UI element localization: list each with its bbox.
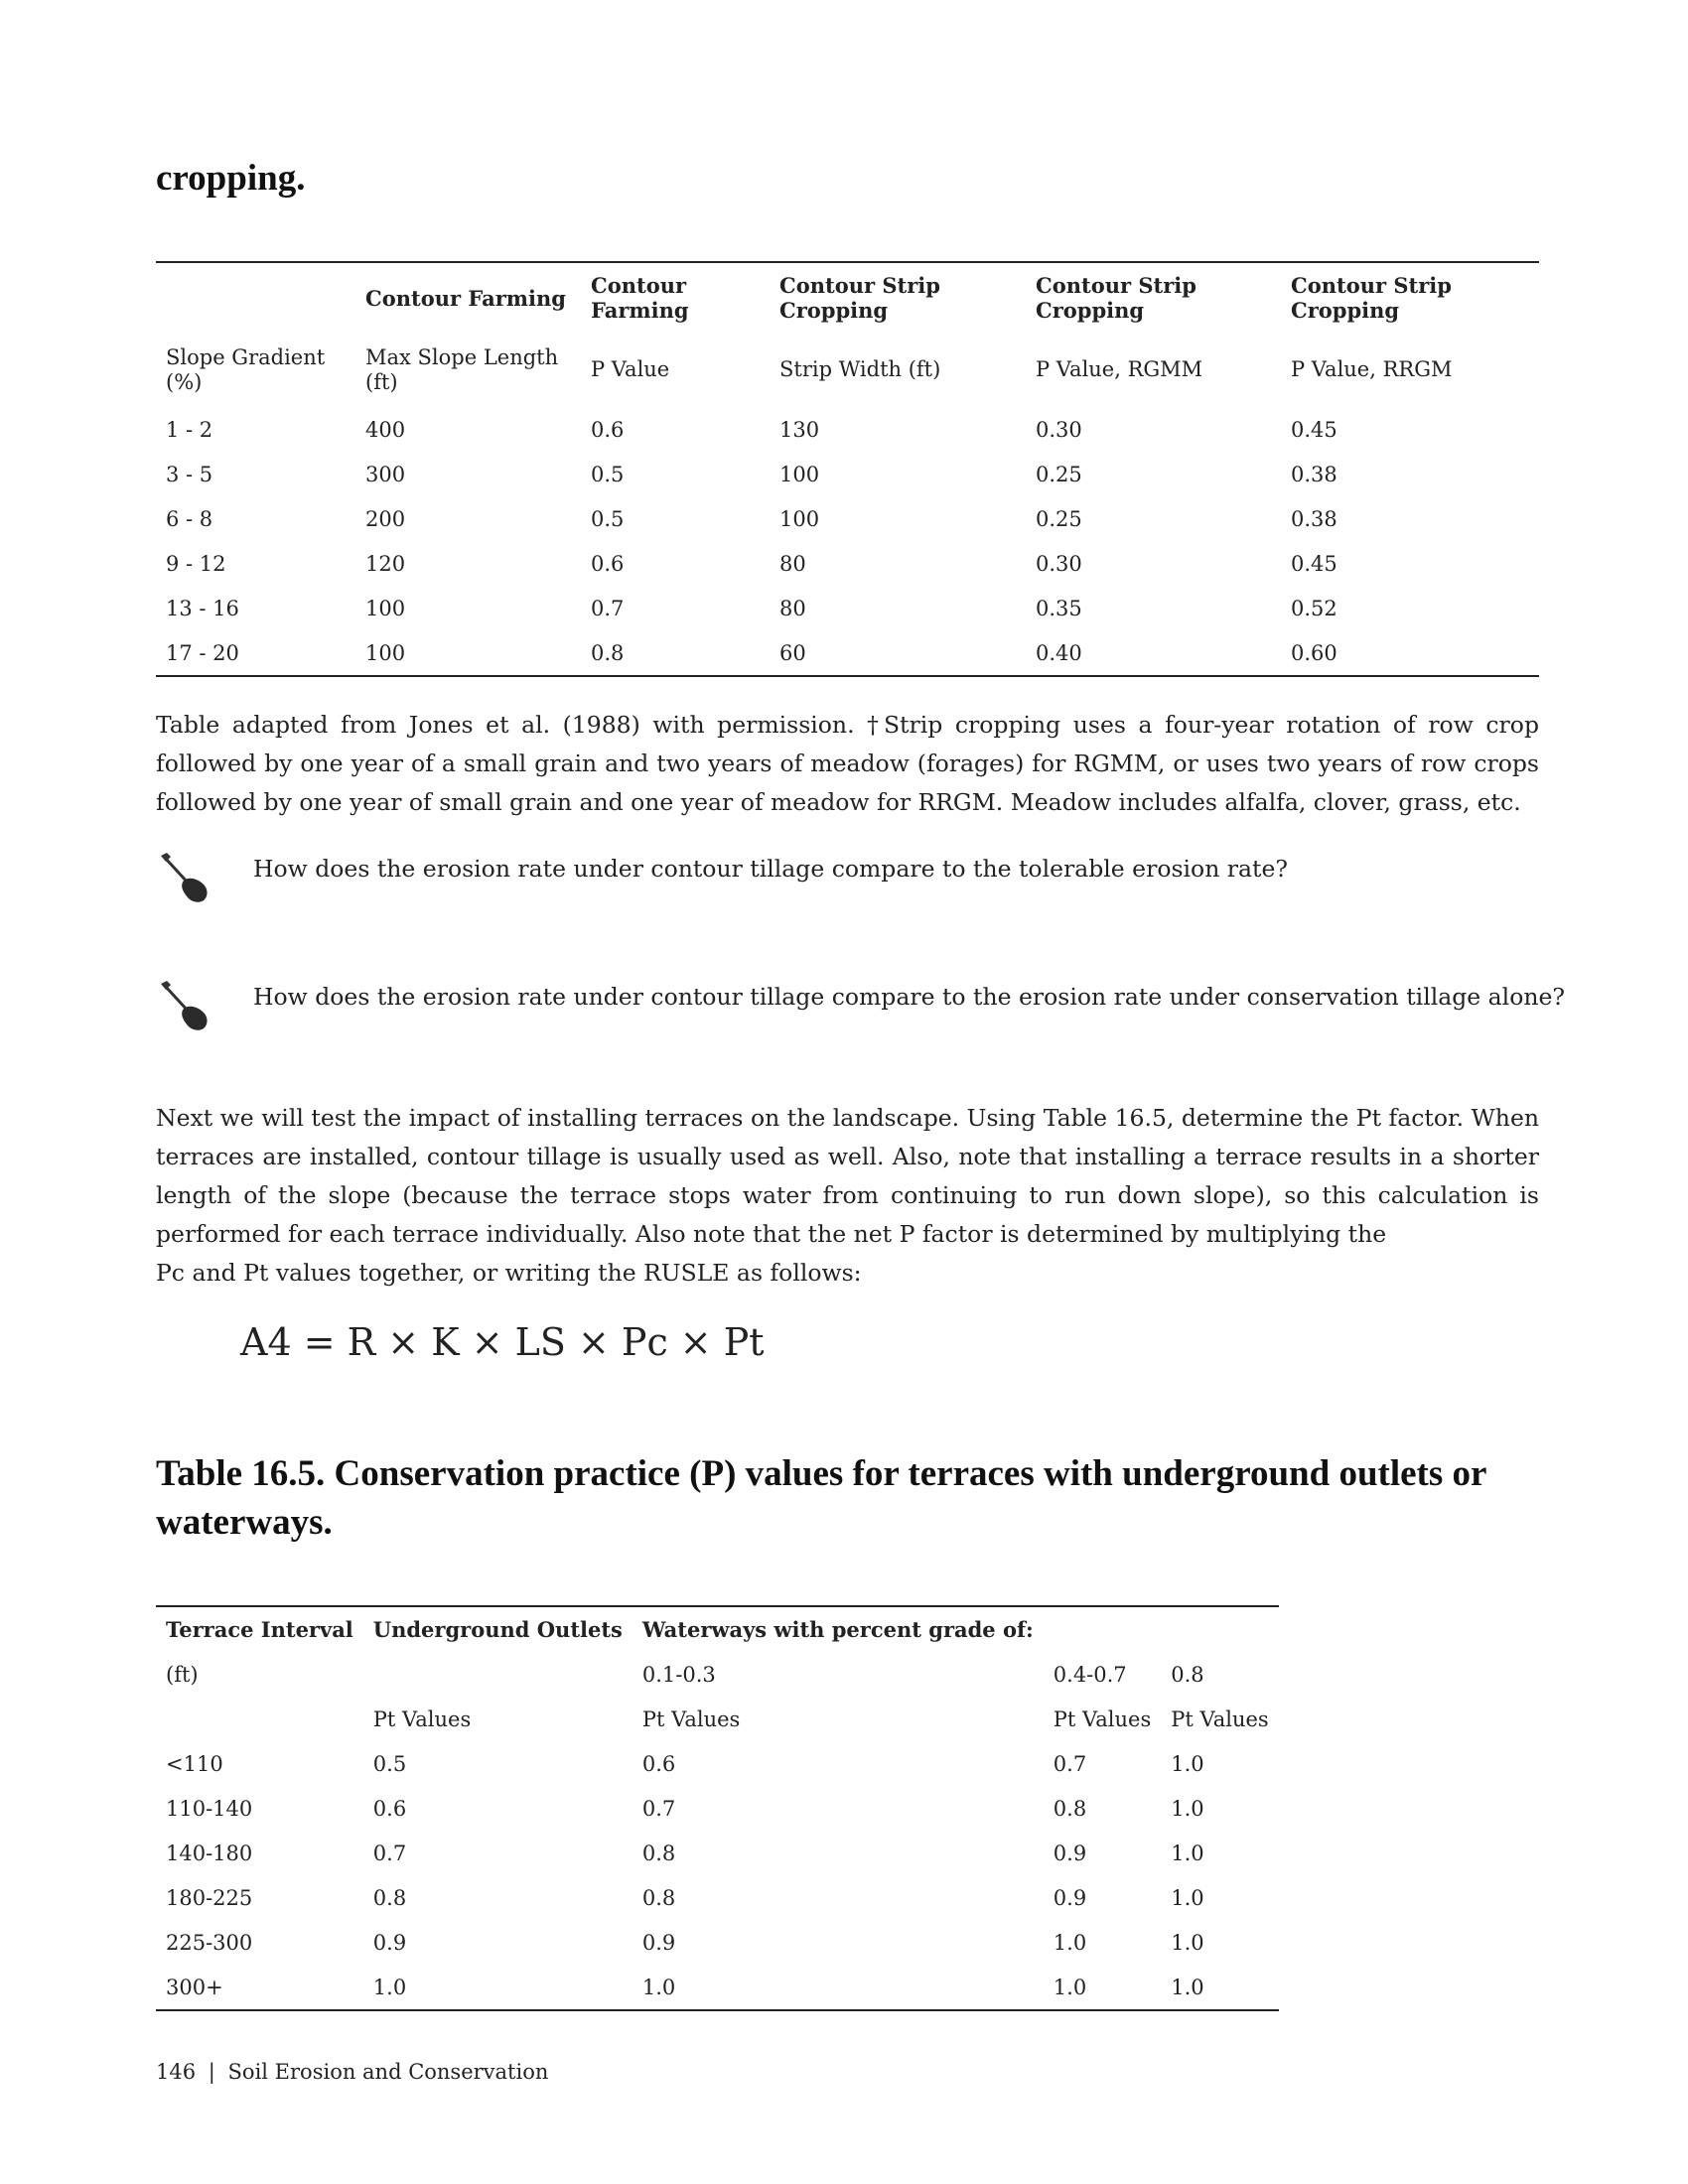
question-item — [156, 980, 1565, 1039]
table-row — [156, 1741, 1279, 1786]
table-cell: 0.60 — [1291, 640, 1337, 665]
shovel-icon — [156, 852, 211, 911]
table-cell: 1.0 — [1171, 1796, 1204, 1821]
table-cell: 0.9 — [372, 1930, 407, 1955]
terrace-p-values-table — [156, 1605, 1279, 2011]
table-cell: 1.0 — [641, 1975, 676, 1999]
table-header-cell — [1161, 1606, 1278, 1652]
footer-separator: | — [208, 2060, 215, 2084]
table-cell: 1.0 — [1171, 1975, 1204, 1999]
table-row — [156, 541, 1539, 586]
table-cell: 120 — [365, 551, 406, 576]
p-values-contour-table — [156, 261, 1539, 677]
table-cell: 225-300 — [166, 1930, 253, 1955]
table-subheader-cell: P Value, RRGM — [1291, 357, 1453, 381]
table-cell: 1.0 — [1053, 1975, 1087, 1999]
table-cell: 0.45 — [1291, 417, 1337, 442]
table-subheader-cell: P Value, RGMM — [1036, 357, 1203, 381]
table-cell: 100 — [365, 640, 406, 665]
table-cell: 0.8 — [591, 640, 625, 665]
table-cell: 0.7 — [372, 1841, 407, 1865]
table-cell: 180-225 — [166, 1885, 253, 1910]
table-cell: 0.35 — [1036, 596, 1082, 620]
table-subheader-cell: 0.4-0.7 — [1053, 1662, 1127, 1687]
table-cell: 100 — [365, 596, 406, 620]
table-cell: 0.6 — [591, 551, 625, 576]
table-row — [156, 1786, 1279, 1831]
table-cell: 110-140 — [166, 1796, 253, 1821]
table-cell: 80 — [779, 551, 806, 576]
table-cell: <110 — [166, 1751, 223, 1776]
table-row — [156, 1965, 1279, 2010]
paragraph-text: Next we will test the impact of installing terraces on the landscape. Using Table 16.5, determine the Pt factor. When terraces are installed, contour tillage is usually used as well. Also, note that installing a terrace results in a shorter length of the slope (because the terrace stops water from continuing to run down slope), so this calculation is performed for each terrace individually. Also note that the net P factor is determined by multiplying the — [156, 1104, 1539, 1248]
table-cell: 400 — [365, 417, 406, 442]
table-cell: 140-180 — [166, 1841, 253, 1865]
table-subheader-cell: Slope Gradient (%) — [166, 344, 326, 394]
table-header-cell — [156, 262, 355, 333]
table-subheader-cell — [363, 1652, 633, 1697]
table-subheader-cell: Pt Values — [1171, 1706, 1269, 1731]
table-cell: 9 - 12 — [166, 551, 226, 576]
table-subheader-cell — [156, 1697, 363, 1741]
table-cell: 0.30 — [1036, 551, 1082, 576]
table-cell: 3 - 5 — [166, 462, 213, 486]
table-header-cell: Contour Farming — [591, 273, 689, 323]
table-header-cell: Terrace Interval — [166, 1617, 353, 1642]
table-cell: 0.45 — [1291, 551, 1337, 576]
table-cell: 1.0 — [372, 1975, 407, 1999]
table-cell: 0.40 — [1036, 640, 1082, 665]
table-header-row — [156, 1606, 1279, 1652]
table-cell: 1.0 — [1171, 1885, 1204, 1910]
question-text: How does the erosion rate under contour tillage compare to the tolerable erosion rate? — [253, 855, 1288, 883]
table-note: Table adapted from Jones et al. (1988) with permission. †Strip cropping uses a four-year rotation of row crop followed by one year of a small grain and two years of meadow (forages) for RGMM, or uses two years of row crops followed by one year of small grain and one year of meadow for RRGM. Meadow includes alfalfa, clover, grass, etc. — [156, 711, 1539, 816]
table-subheader-row — [156, 333, 1539, 407]
table-subheader-row — [156, 1652, 1279, 1697]
table-cell: 0.38 — [1291, 506, 1337, 531]
table-cell: 17 - 20 — [166, 640, 239, 665]
table-header-cell: Contour Strip Cropping — [1036, 273, 1196, 323]
table-header-cell: Contour Strip Cropping — [779, 273, 940, 323]
table-row — [156, 1831, 1279, 1875]
table-cell: 0.30 — [1036, 417, 1082, 442]
shovel-icon — [156, 980, 211, 1039]
table-cell: 80 — [779, 596, 806, 620]
table-cell: 0.5 — [591, 506, 625, 531]
table-cell: 1 - 2 — [166, 417, 213, 442]
paragraph-text: Pc and Pt values together, or writing the RUSLE as follows: — [156, 1259, 862, 1287]
table-row — [156, 1920, 1279, 1965]
table-subheader-row — [156, 1697, 1279, 1741]
table-header-row — [156, 262, 1539, 333]
table-row — [156, 452, 1539, 496]
table-cell: 0.8 — [372, 1885, 407, 1910]
question-text: How does the erosion rate under contour tillage compare to the erosion rate under conservation tillage alone? — [253, 983, 1565, 1011]
table-cell: 0.8 — [641, 1885, 676, 1910]
table-subheader-cell: Strip Width (ft) — [779, 357, 941, 381]
table-cell: 60 — [779, 640, 806, 665]
table-cell: 13 - 16 — [166, 596, 239, 620]
table-cell: 0.25 — [1036, 462, 1082, 486]
table-subheader-cell: Pt Values — [1053, 1706, 1152, 1731]
table-cell: 1.0 — [1171, 1841, 1204, 1865]
table-subheader-cell: 0.1-0.3 — [641, 1662, 716, 1687]
table-cell: 100 — [779, 506, 820, 531]
table-header-cell: Waterways with percent grade of: — [641, 1617, 1034, 1642]
table-row — [156, 586, 1539, 630]
table-cell: 200 — [365, 506, 406, 531]
table-cell: 6 - 8 — [166, 506, 213, 531]
table-header-cell — [1044, 1606, 1161, 1652]
table-cell: 0.52 — [1291, 596, 1337, 620]
table-cell: 100 — [779, 462, 820, 486]
table-cell: 0.6 — [641, 1751, 676, 1776]
table-cell: 300 — [365, 462, 406, 486]
table-cell: 0.9 — [1053, 1841, 1087, 1865]
table-cell: 0.9 — [1053, 1885, 1087, 1910]
table-cell: 0.8 — [1053, 1796, 1087, 1821]
table-cell: 1.0 — [1171, 1930, 1204, 1955]
table-row — [156, 630, 1539, 676]
table-cell: 0.25 — [1036, 506, 1082, 531]
table-subheader-cell: P Value — [591, 357, 670, 381]
table-cell: 130 — [779, 417, 820, 442]
question-item — [156, 852, 1539, 911]
table-row — [156, 1875, 1279, 1920]
table-cell: 0.6 — [372, 1796, 407, 1821]
table-cell: 0.8 — [641, 1841, 676, 1865]
table-subheader-cell: Pt Values — [641, 1706, 741, 1731]
table-cell: 300+ — [166, 1975, 223, 1999]
footer-book-title: Soil Erosion and Conservation — [227, 2060, 549, 2084]
table-cell: 1.0 — [1171, 1751, 1204, 1776]
table-subheader-cell: (ft) — [166, 1662, 199, 1687]
page-footer — [156, 2060, 548, 2084]
terrace-paragraph — [156, 1099, 1539, 1293]
table-cell: 0.38 — [1291, 462, 1337, 486]
table-header-cell: Underground Outlets — [372, 1617, 623, 1642]
table-subheader-cell: Pt Values — [372, 1706, 472, 1731]
page-number: 146 — [156, 2060, 197, 2084]
table-cell: 0.9 — [641, 1930, 676, 1955]
table-cell: 0.5 — [591, 462, 625, 486]
table-header-cell: Contour Farming — [365, 285, 566, 311]
section-heading: cropping. — [156, 158, 306, 199]
table-header-cell: Contour Strip Cropping — [1291, 273, 1452, 323]
table-cell: 0.7 — [641, 1796, 676, 1821]
table-cell: 1.0 — [1053, 1930, 1087, 1955]
table-subheader-cell: 0.8 — [1171, 1662, 1204, 1687]
table-cell: 0.7 — [591, 596, 625, 620]
rusle-formula: A4 = R × K × LS × Pc × Pt — [240, 1320, 765, 1364]
table-row — [156, 496, 1539, 541]
table-cell: 0.7 — [1053, 1751, 1087, 1776]
table-cell: 0.5 — [372, 1751, 407, 1776]
table-cell: 0.6 — [591, 417, 625, 442]
table-title: Table 16.5. Conservation practice (P) values for terraces with underground outlets or waterways. — [156, 1453, 1486, 1543]
table-subheader-cell: Max Slope Length (ft) — [365, 344, 559, 394]
table-row — [156, 407, 1539, 452]
